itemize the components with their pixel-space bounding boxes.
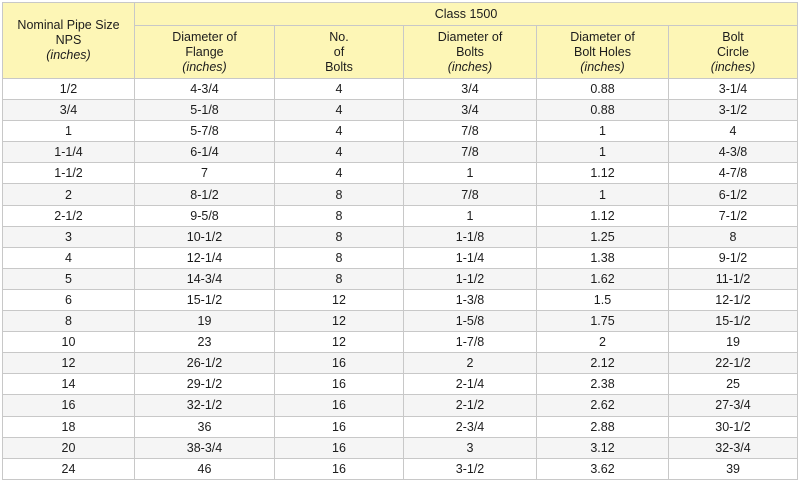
bolt-hole-diameter-column-header xyxy=(537,26,669,79)
bolt-count-cell: 8 xyxy=(275,247,404,268)
bolt-circle-cell: 25 xyxy=(669,374,798,395)
bolt-hole-diameter-cell: 3.12 xyxy=(537,437,669,458)
table-row xyxy=(3,226,798,247)
column-header-line: Diameter of xyxy=(570,29,635,44)
bolt-count-cell: 12 xyxy=(275,332,404,353)
table-row xyxy=(3,163,798,184)
table-row xyxy=(3,100,798,121)
column-header-line: Bolts xyxy=(456,44,484,59)
bolt-hole-diameter-cell: 1.12 xyxy=(537,205,669,226)
flange-diameter-cell: 23 xyxy=(135,332,275,353)
bolt-count-cell: 12 xyxy=(275,289,404,310)
bolt-circle-cell: 19 xyxy=(669,332,798,353)
bolt-count-cell: 4 xyxy=(275,163,404,184)
bolt-diameter-cell: 1-3/8 xyxy=(404,289,537,310)
bolt-hole-diameter-cell: 1.12 xyxy=(537,163,669,184)
bolt-hole-diameter-cell: 2.62 xyxy=(537,395,669,416)
bolt-hole-diameter-cell: 2 xyxy=(537,332,669,353)
bolt-circle-cell: 30-1/2 xyxy=(669,416,798,437)
bolt-circle-cell: 12-1/2 xyxy=(669,289,798,310)
bolt-circle-cell: 32-3/4 xyxy=(669,437,798,458)
bolt-hole-diameter-cell: 1.75 xyxy=(537,311,669,332)
bolt-circle-column-header xyxy=(669,26,798,79)
bolt-count-cell: 16 xyxy=(275,374,404,395)
nps-cell: 14 xyxy=(3,374,135,395)
table-row xyxy=(3,247,798,268)
bolt-hole-diameter-cell: 3.62 xyxy=(537,458,669,479)
bolt-hole-diameter-cell: 2.12 xyxy=(537,353,669,374)
flange-diameter-cell: 5-7/8 xyxy=(135,121,275,142)
nps-cell: 20 xyxy=(3,437,135,458)
bolt-diameter-cell: 1-1/4 xyxy=(404,247,537,268)
nps-cell: 24 xyxy=(3,458,135,479)
bolt-hole-diameter-cell: 1.38 xyxy=(537,247,669,268)
bolt-circle-cell: 22-1/2 xyxy=(669,353,798,374)
table-row xyxy=(3,79,798,100)
flange-diameter-cell: 36 xyxy=(135,416,275,437)
nps-cell: 1/2 xyxy=(3,79,135,100)
flange-diameter-cell: 4-3/4 xyxy=(135,79,275,100)
flange-diameter-cell: 12-1/4 xyxy=(135,247,275,268)
bolt-count-cell: 8 xyxy=(275,268,404,289)
column-unit: (inches) xyxy=(447,59,493,74)
bolt-diameter-cell: 3 xyxy=(404,437,537,458)
bolt-circle-cell: 8 xyxy=(669,226,798,247)
nps-unit: (inches) xyxy=(46,48,91,62)
flange-diameter-cell: 32-1/2 xyxy=(135,395,275,416)
bolt-diameter-cell: 1 xyxy=(404,163,537,184)
table-row xyxy=(3,332,798,353)
table-row xyxy=(3,268,798,289)
bolt-circle-cell: 11-1/2 xyxy=(669,268,798,289)
bolt-count-cell: 16 xyxy=(275,458,404,479)
bolt-diameter-cell: 3/4 xyxy=(404,100,537,121)
bolt-circle-cell: 4-3/8 xyxy=(669,142,798,163)
table-row xyxy=(3,205,798,226)
flange-diameter-cell: 6-1/4 xyxy=(135,142,275,163)
table-row xyxy=(3,121,798,142)
bolt-circle-cell: 15-1/2 xyxy=(669,311,798,332)
column-header-line: of xyxy=(333,44,345,59)
bolt-count-cell: 4 xyxy=(275,121,404,142)
bolt-diameter-cell: 7/8 xyxy=(404,142,537,163)
table-header xyxy=(3,3,798,79)
nps-cell: 1-1/2 xyxy=(3,163,135,184)
bolt-count-cell: 16 xyxy=(275,437,404,458)
column-header-line: Flange xyxy=(185,44,224,59)
nps-cell: 16 xyxy=(3,395,135,416)
bolt-circle-cell: 6-1/2 xyxy=(669,184,798,205)
nps-cell: 2-1/2 xyxy=(3,205,135,226)
column-header-line: Bolt Holes xyxy=(574,44,631,59)
nps-cell: 8 xyxy=(3,311,135,332)
column-unit: (inches) xyxy=(580,59,625,74)
column-header-line: Bolt xyxy=(722,29,744,44)
bolt-hole-diameter-cell: 1.5 xyxy=(537,289,669,310)
flange-diameter-cell: 5-1/8 xyxy=(135,100,275,121)
nps-cell: 3 xyxy=(3,226,135,247)
bolt-count-cell: 4 xyxy=(275,142,404,163)
bolt-circle-cell: 9-1/2 xyxy=(669,247,798,268)
nps-cell: 2 xyxy=(3,184,135,205)
flange-dimensions-table xyxy=(2,2,798,480)
nps-column-header xyxy=(3,3,135,79)
table-row xyxy=(3,353,798,374)
table-body xyxy=(3,79,798,480)
class-header: Class 1500 xyxy=(135,3,798,26)
column-header-line: Diameter of xyxy=(437,29,503,44)
bolt-hole-diameter-cell: 2.38 xyxy=(537,374,669,395)
bolt-count-cell: 4 xyxy=(275,79,404,100)
flange-diameter-cell: 9-5/8 xyxy=(135,205,275,226)
nps-label-line1: Nominal Pipe Size xyxy=(17,18,120,32)
nps-cell: 18 xyxy=(3,416,135,437)
bolt-diameter-cell: 7/8 xyxy=(404,184,537,205)
table-row xyxy=(3,289,798,310)
bolt-circle-cell: 3-1/4 xyxy=(669,79,798,100)
bolt-circle-cell: 4-7/8 xyxy=(669,163,798,184)
bolt-diameter-cell: 1-7/8 xyxy=(404,332,537,353)
bolt-count-column-header xyxy=(275,26,404,79)
nps-cell: 10 xyxy=(3,332,135,353)
bolt-count-cell: 16 xyxy=(275,416,404,437)
table-row xyxy=(3,437,798,458)
bolt-hole-diameter-cell: 1.25 xyxy=(537,226,669,247)
nps-cell: 6 xyxy=(3,289,135,310)
bolt-hole-diameter-cell: 2.88 xyxy=(537,416,669,437)
flange-diameter-column-header xyxy=(135,26,275,79)
bolt-diameter-cell: 1-5/8 xyxy=(404,311,537,332)
nps-cell: 1-1/4 xyxy=(3,142,135,163)
nps-cell: 3/4 xyxy=(3,100,135,121)
table-row xyxy=(3,142,798,163)
bolt-count-cell: 4 xyxy=(275,100,404,121)
flange-diameter-cell: 26-1/2 xyxy=(135,353,275,374)
bolt-count-cell: 12 xyxy=(275,311,404,332)
bolt-circle-cell: 27-3/4 xyxy=(669,395,798,416)
bolt-circle-cell: 4 xyxy=(669,121,798,142)
nps-cell: 5 xyxy=(3,268,135,289)
bolt-hole-diameter-cell: 1 xyxy=(537,184,669,205)
bolt-hole-diameter-cell: 1.62 xyxy=(537,268,669,289)
table-row xyxy=(3,395,798,416)
nps-cell: 4 xyxy=(3,247,135,268)
column-unit: (inches) xyxy=(182,59,227,74)
bolt-diameter-cell: 2-1/4 xyxy=(404,374,537,395)
table-row xyxy=(3,416,798,437)
bolt-diameter-cell: 2-1/2 xyxy=(404,395,537,416)
bolt-diameter-cell: 1-1/8 xyxy=(404,226,537,247)
nps-cell: 1 xyxy=(3,121,135,142)
bolt-hole-diameter-cell: 0.88 xyxy=(537,79,669,100)
column-header-line: Bolts xyxy=(325,59,353,74)
column-unit: (inches) xyxy=(710,59,756,74)
bolt-hole-diameter-cell: 0.88 xyxy=(537,100,669,121)
table-row xyxy=(3,184,798,205)
bolt-diameter-cell: 3-1/2 xyxy=(404,458,537,479)
bolt-diameter-cell: 2 xyxy=(404,353,537,374)
bolt-diameter-cell: 2-3/4 xyxy=(404,416,537,437)
nps-cell: 12 xyxy=(3,353,135,374)
bolt-count-cell: 8 xyxy=(275,205,404,226)
column-header-line: No. xyxy=(329,29,349,44)
bolt-circle-cell: 7-1/2 xyxy=(669,205,798,226)
bolt-hole-diameter-cell: 1 xyxy=(537,142,669,163)
table-row xyxy=(3,311,798,332)
bolt-count-cell: 16 xyxy=(275,353,404,374)
bolt-diameter-column-header xyxy=(404,26,537,79)
flange-diameter-cell: 19 xyxy=(135,311,275,332)
bolt-diameter-cell: 3/4 xyxy=(404,79,537,100)
flange-diameter-cell: 14-3/4 xyxy=(135,268,275,289)
bolt-diameter-cell: 1 xyxy=(404,205,537,226)
nps-label-line2: NPS xyxy=(55,33,82,47)
bolt-diameter-cell: 7/8 xyxy=(404,121,537,142)
table-row xyxy=(3,374,798,395)
bolt-count-cell: 16 xyxy=(275,395,404,416)
bolt-circle-cell: 39 xyxy=(669,458,798,479)
column-header-line: Diameter of xyxy=(172,29,237,44)
flange-diameter-cell: 15-1/2 xyxy=(135,289,275,310)
bolt-diameter-cell: 1-1/2 xyxy=(404,268,537,289)
flange-diameter-cell: 8-1/2 xyxy=(135,184,275,205)
column-header-line: Circle xyxy=(717,44,749,59)
flange-diameter-cell: 7 xyxy=(135,163,275,184)
bolt-circle-cell: 3-1/2 xyxy=(669,100,798,121)
bolt-count-cell: 8 xyxy=(275,184,404,205)
bolt-count-cell: 8 xyxy=(275,226,404,247)
bolt-hole-diameter-cell: 1 xyxy=(537,121,669,142)
flange-diameter-cell: 46 xyxy=(135,458,275,479)
flange-diameter-cell: 38-3/4 xyxy=(135,437,275,458)
flange-diameter-cell: 10-1/2 xyxy=(135,226,275,247)
table-row xyxy=(3,458,798,479)
flange-diameter-cell: 29-1/2 xyxy=(135,374,275,395)
